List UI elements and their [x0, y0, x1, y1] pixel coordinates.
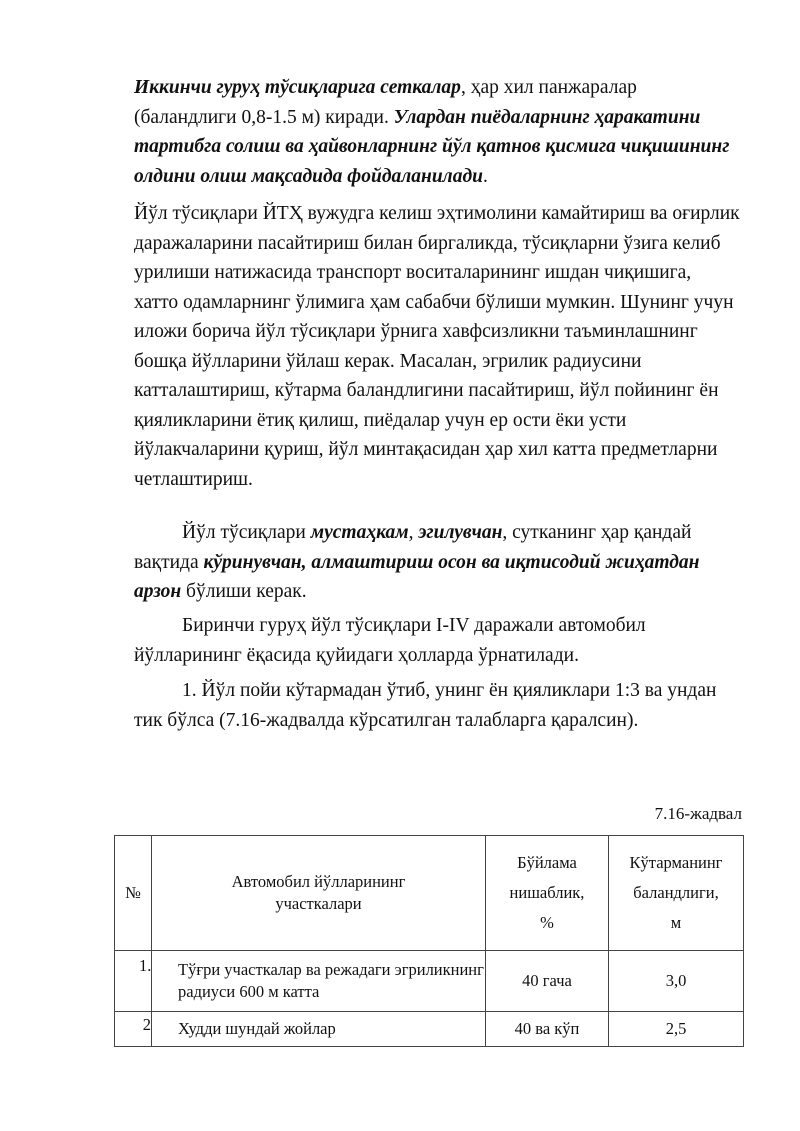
table-row — [115, 951, 744, 1012]
bold-italic-text: эгилувчан — [418, 522, 503, 543]
regular-text: , сутканинг ҳар қандай вақтида — [134, 522, 692, 573]
header-longitudinal-slope — [486, 836, 609, 951]
header-embankment-height — [609, 836, 744, 951]
table-row — [115, 1012, 744, 1047]
header-embankment-height-text: Кўтарманинг баландлиги, м — [629, 853, 723, 932]
requirements-table — [114, 835, 744, 1047]
header-longitudinal-slope-text: Бўйлама нишаблик, % — [509, 853, 585, 932]
bold-italic-text: кўринувчан, алмаштириш осон ва иқтисодий жиҳатдан арзон — [134, 551, 700, 602]
regular-text: . — [482, 165, 488, 187]
cell-slope: 40 гача — [486, 951, 609, 1012]
cell-height: 3,0 — [609, 951, 744, 1012]
cell-slope: 40 ва кўп — [486, 1012, 609, 1047]
paragraph-barriers-safety — [134, 199, 740, 494]
regular-text: , ҳар хил панжаралар (баландлиги 0,8-1.5 м) киради. — [134, 77, 637, 128]
paragraph-text: Биринчи гуруҳ йўл тўсиқлари I-IV даражали автомобил йўлларининг ёқасида қуйидаги ҳолларда ўрнатилади. — [134, 615, 646, 666]
cell-number-text: 1. — [139, 956, 152, 975]
regular-text: , — [408, 522, 419, 543]
cell-section: Худди шундай жойлар — [152, 1012, 486, 1047]
header-road-sections — [152, 836, 486, 951]
table-caption: 7.16-жадвал — [654, 804, 742, 823]
cell-number: 2 — [115, 1012, 152, 1047]
paragraph-text: Йўл тўсиқлари ЙТҲ вужудга келиш эҳтимолини камайтириш ва оғирлик даражаларини пасайтириш билан биргаликда, тўсиқларни ўзига келиб урилиши натижасида транспорт воситаларининг ишдан чиқишига, хатто одамларнинг ўлимига ҳам сабабчи бўлиши мумкин. Шунинг учун иложи борича йўл тўсиқлари ўрнига хавфсизликни таъминлашнинг бошқа йўлларини ўйлаш керак. Масалан, эгрилик радиусини катталаштириш, кўтарма баландлигини пасайтириш, йўл пойининг ён қияликларини ётиқ қилиш, пиёдалар учун ер ости ёки усти йўлакчаларини қуриш, йўл минтақасидан ҳар хил катта предметларни четлаштириш. — [134, 203, 740, 490]
cell-height: 2,5 — [609, 1012, 744, 1047]
regular-text: Йўл тўсиқлари — [182, 522, 311, 543]
paragraph-list-item-1 — [134, 676, 740, 735]
paragraph-first-group — [134, 611, 740, 670]
regular-text: бўлиши керак. — [181, 581, 307, 602]
header-road-sections-text: Автомобил йўлларининг участкалари — [231, 872, 406, 913]
table-header-row — [115, 836, 744, 951]
bold-italic-text: Улардан пиёдаларнинг ҳаракатини тартибга солиш ва ҳайвонларнинг йўл қатнов қисмига чиқишининг олдини олиш мақсадида фойдаланилади — [134, 106, 730, 187]
cell-section: Тўғри участкалар ва режадаги эгриликнинг радиуси 600 м катта — [152, 951, 486, 1012]
header-number: № — [115, 836, 152, 951]
cell-number — [115, 951, 152, 1012]
paragraph-barrier-requirements — [134, 518, 740, 607]
paragraph-second-group — [134, 73, 740, 191]
bold-italic-text: мустаҳкам — [310, 522, 409, 543]
paragraph-text: 1. Йўл пойи кўтармадан ўтиб, унинг ён қияликлари 1:3 ва ундан тик бўлса (7.16-жадвалда кўрсатилган талабларга қаралсин). — [134, 680, 717, 731]
bold-italic-text: Иккинчи гуруҳ тўсиқларига сеткалар — [134, 77, 461, 98]
